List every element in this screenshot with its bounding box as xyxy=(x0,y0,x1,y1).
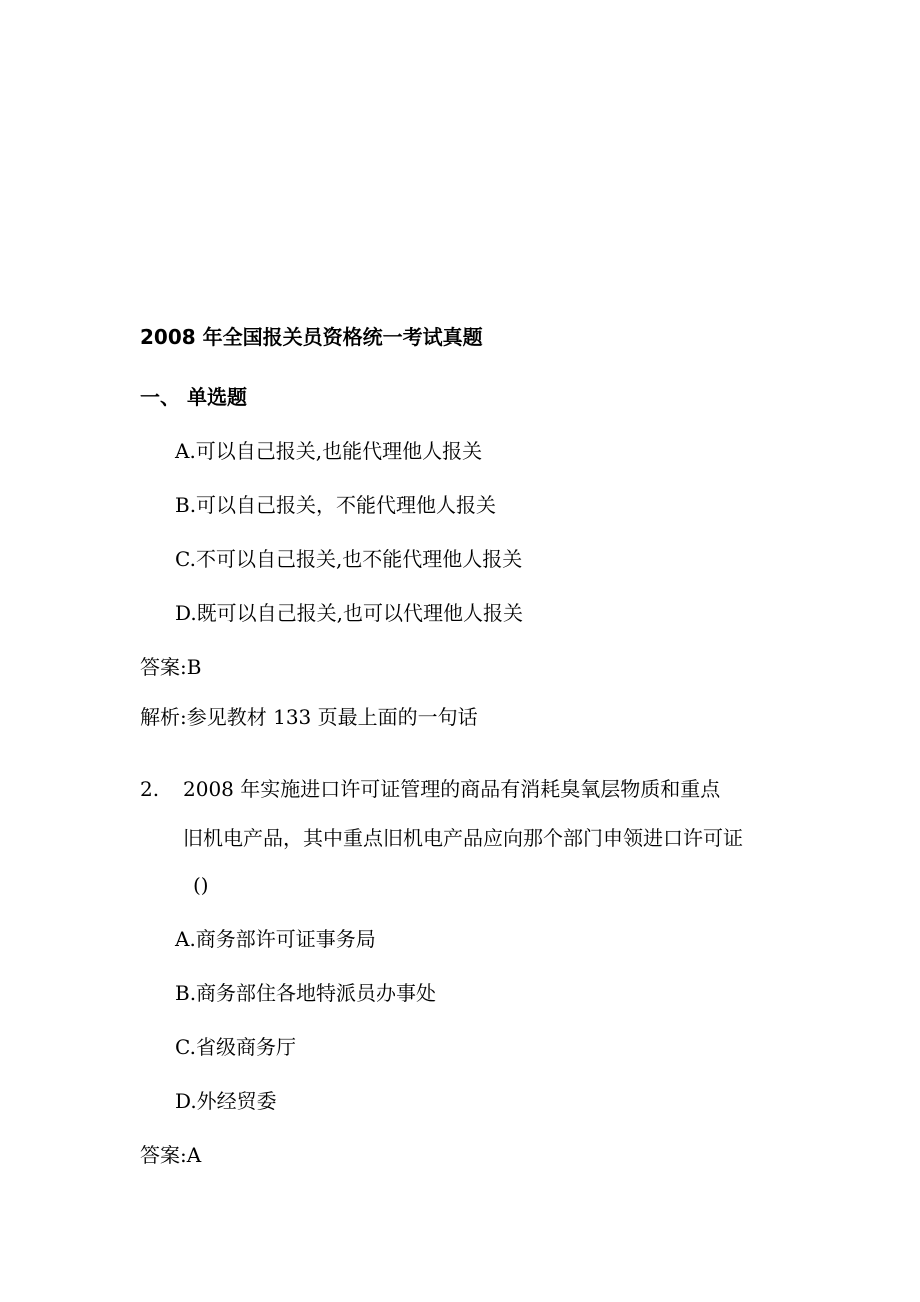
q1-answer: 答案:B xyxy=(140,655,202,679)
q2-answer: 答案:A xyxy=(140,1143,202,1167)
section-heading: 一、 单选题 xyxy=(140,385,247,409)
q2-stem-line-3: () xyxy=(193,873,209,897)
q2-option-a: A.商务部许可证事务局 xyxy=(175,927,376,951)
q2-number: 2. xyxy=(140,777,160,801)
q1-option-a: A.可以自己报关,也能代理他人报关 xyxy=(175,439,483,463)
q2-option-d: D.外经贸委 xyxy=(175,1089,277,1113)
q2-stem-line-2: 旧机电产品，其中重点旧机电产品应向那个部门申领进口许可证 xyxy=(183,826,743,850)
q1-option-d: D.既可以自己报关,也可以代理他人报关 xyxy=(175,601,524,625)
q2-option-c: C.省级商务厅 xyxy=(175,1035,296,1059)
q2-option-b: B.商务部住各地特派员办事处 xyxy=(175,981,437,1005)
q1-explanation: 解析:参见教材 133 页最上面的一句话 xyxy=(140,705,478,729)
document-title: 2008 年全国报关员资格统一考试真题 xyxy=(140,325,483,349)
q1-option-c: C.不可以自己报关,也不能代理他人报关 xyxy=(175,547,523,571)
q2-stem-line-1: 2008 年实施进口许可证管理的商品有消耗臭氧层物质和重点 xyxy=(183,777,721,801)
q1-option-b: B.可以自己报关，不能代理他人报关 xyxy=(175,493,497,517)
